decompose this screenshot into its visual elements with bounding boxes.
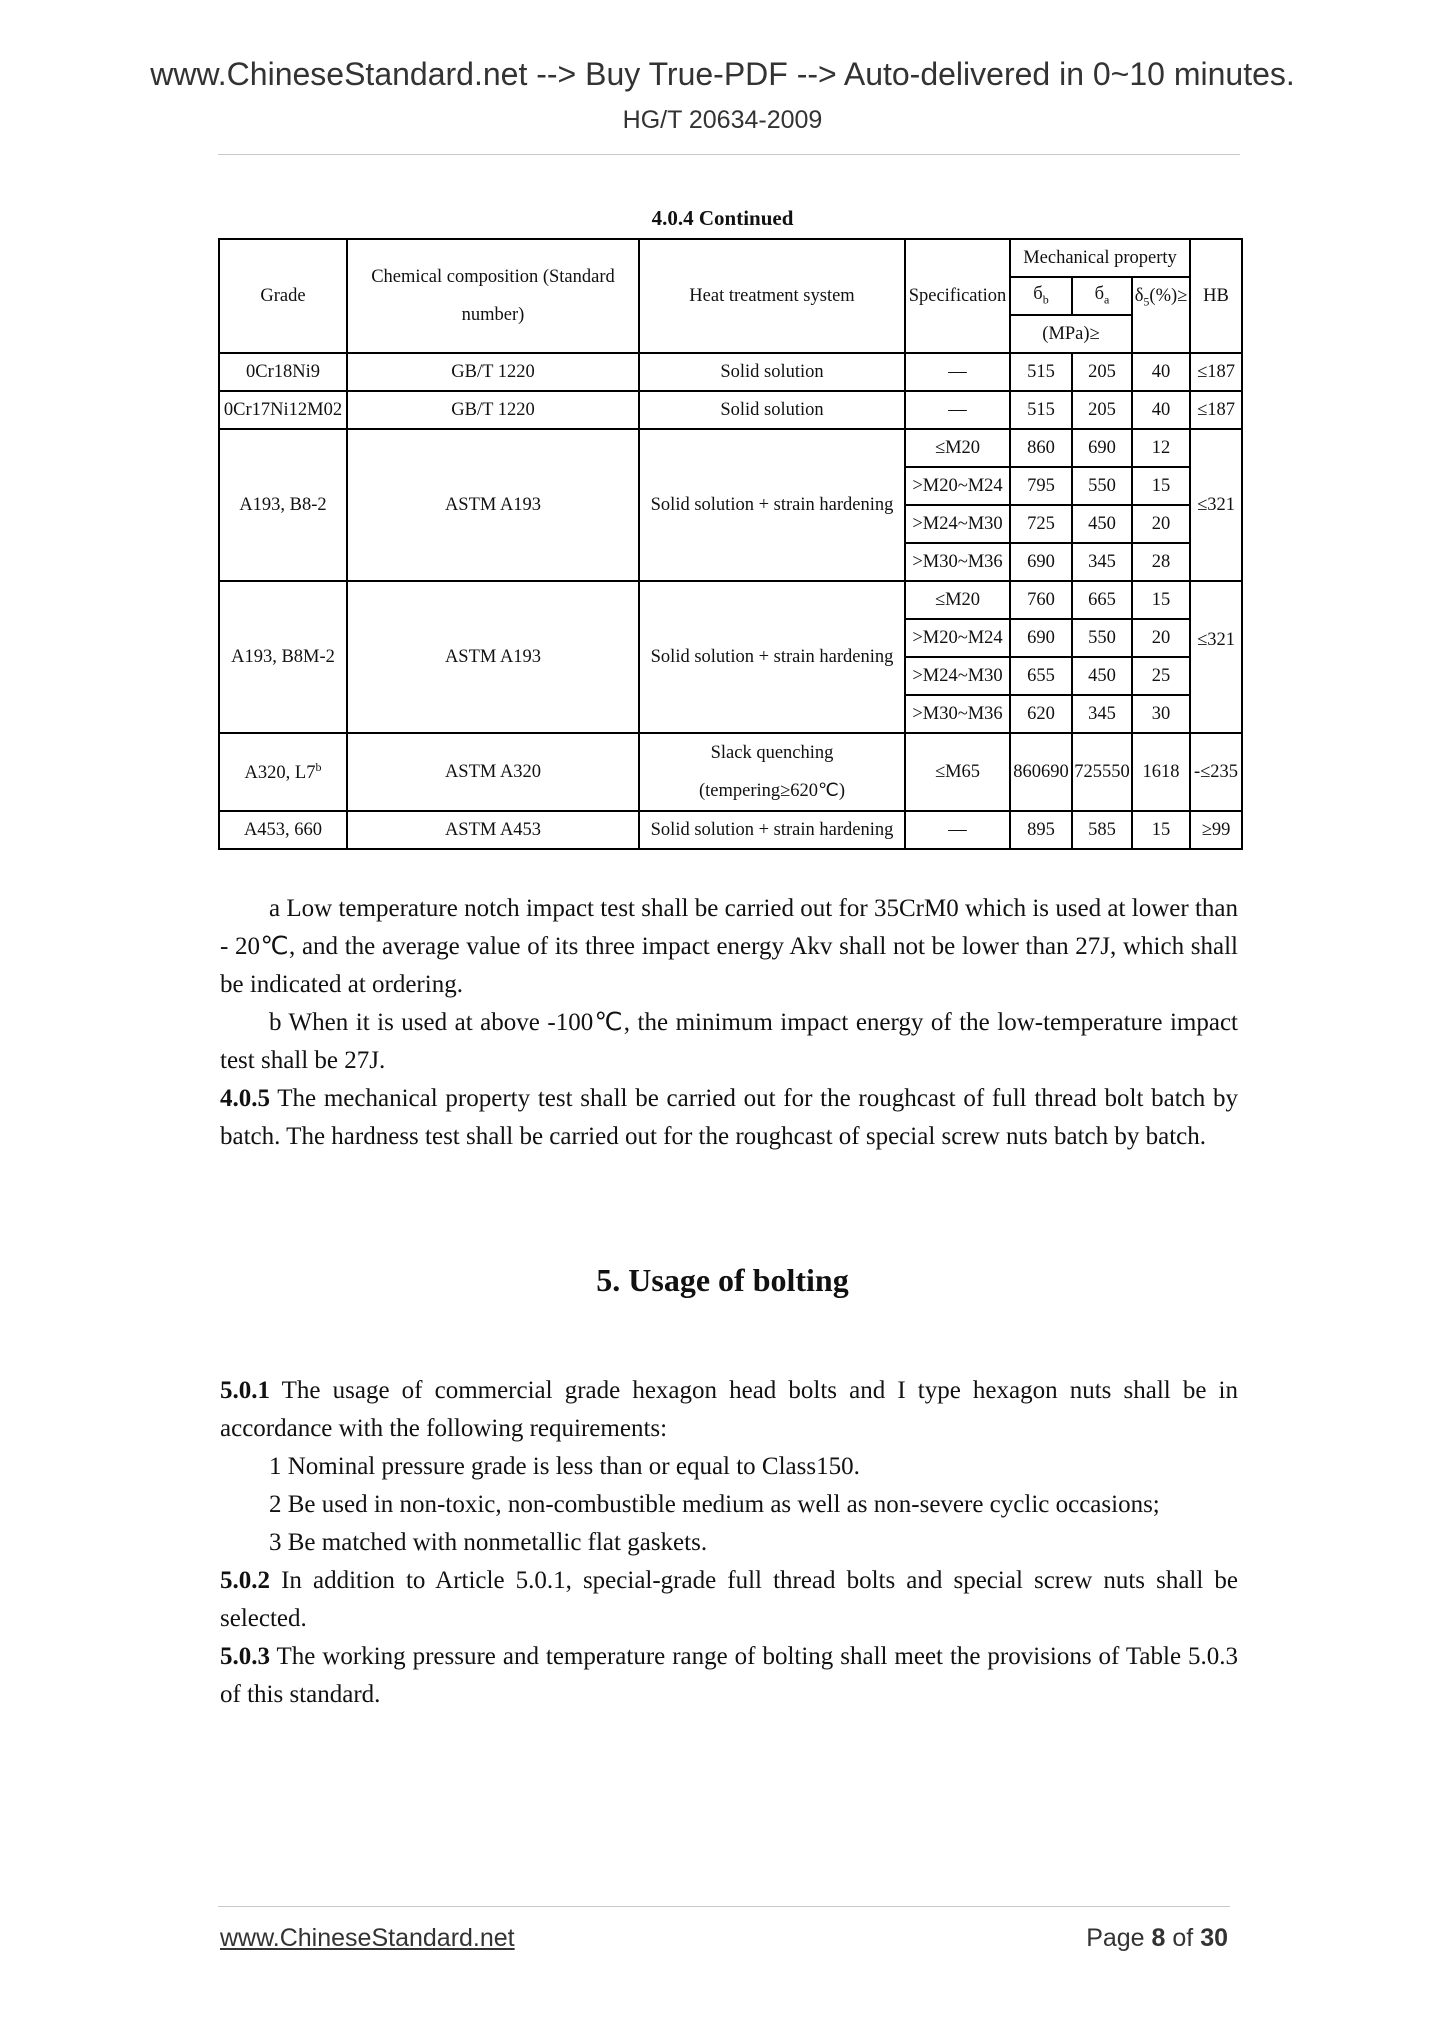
cell-chem: ASTM A193 bbox=[347, 429, 639, 581]
cell-sigma-b: 515 bbox=[1010, 391, 1072, 429]
section-title: 5. Usage of bolting bbox=[596, 1262, 849, 1298]
cell-sigma-a: 690 bbox=[1072, 429, 1132, 467]
cell-spec: >M24~M30 bbox=[905, 505, 1010, 543]
cell-sigma-b: 620 bbox=[1010, 695, 1072, 733]
cell-sigma-a: 550 bbox=[1072, 619, 1132, 657]
section-5-body bbox=[220, 1372, 1238, 1714]
header-chem-line2: number) bbox=[461, 305, 525, 325]
footnote-marker-b: b bbox=[315, 759, 322, 774]
list-item: 1 Nominal pressure grade is less than or equal to Class150. bbox=[269, 1453, 860, 1480]
clause-text: In addition to Article 5.0.1, special-grade full thread bolts and special screw nuts shall be selected. bbox=[220, 1567, 1238, 1632]
cell-sigma-a: 585 bbox=[1072, 811, 1132, 849]
clause-text: The usage of commercial grade hexagon head bolts and I type hexagon nuts shall be in accordance with the following requirements: bbox=[220, 1377, 1238, 1442]
standard-code: HG/T 20634-2009 bbox=[622, 106, 823, 134]
header-grade: Grade bbox=[219, 239, 347, 353]
header-specification: Specification bbox=[905, 239, 1010, 353]
cell-hb: ≤187 bbox=[1190, 353, 1242, 391]
clause-text: The working pressure and temperature range of bolting shall meet the provisions of Table 5.0.3 of this standard. bbox=[220, 1643, 1238, 1708]
cell-spec: >M30~M36 bbox=[905, 543, 1010, 581]
sigma-b-subscript: b bbox=[1042, 292, 1049, 307]
header-chem-line1: Chemical composition (Standard bbox=[371, 267, 615, 287]
clause-number: 5.0.2 bbox=[220, 1567, 270, 1594]
header-divider bbox=[218, 154, 1240, 155]
cell-grade: 0Cr17Ni12M02 bbox=[219, 391, 347, 429]
cell-sigma-a: 205 bbox=[1072, 353, 1132, 391]
delta-symbol: δ bbox=[1134, 286, 1144, 306]
cell-grade: A453, 660 bbox=[219, 811, 347, 849]
cell-sigma-a: 665 bbox=[1072, 581, 1132, 619]
cell-spec: — bbox=[905, 353, 1010, 391]
cell-hb: ≤321 bbox=[1190, 581, 1242, 733]
heat-line1: Slack quenching bbox=[710, 743, 834, 763]
cell-delta: 20 bbox=[1132, 619, 1190, 657]
cell-chem: GB/T 1220 bbox=[347, 353, 639, 391]
cell-sigma-a: 345 bbox=[1072, 543, 1132, 581]
sigma-a-subscript: a bbox=[1104, 292, 1110, 307]
cell-heat bbox=[639, 733, 905, 811]
cell-sigma-b: 760 bbox=[1010, 581, 1072, 619]
table-row bbox=[219, 811, 1242, 849]
cell-spec: >M20~M24 bbox=[905, 467, 1010, 505]
cell-sigma-b: 795 bbox=[1010, 467, 1072, 505]
cell-heat: Solid solution + strain hardening bbox=[639, 811, 905, 849]
cell-spec: >M30~M36 bbox=[905, 695, 1010, 733]
cell-delta: 1618 bbox=[1132, 733, 1190, 811]
sigma-b-symbol: б bbox=[1033, 284, 1043, 305]
clause-4-0-5 bbox=[220, 1080, 1238, 1156]
header-heat-treatment: Heat treatment system bbox=[639, 239, 905, 353]
cell-hb: -≤235 bbox=[1190, 733, 1242, 811]
cell-sigma-a: 450 bbox=[1072, 505, 1132, 543]
grade-text: A320, L7 bbox=[244, 763, 316, 784]
table-row bbox=[219, 391, 1242, 429]
cell-hb: ≥99 bbox=[1190, 811, 1242, 849]
header-sigma-b bbox=[1010, 277, 1072, 315]
header-chemical-composition bbox=[347, 239, 639, 353]
cell-delta: 28 bbox=[1132, 543, 1190, 581]
cell-grade: A193, B8-2 bbox=[219, 429, 347, 581]
heat-line2: (tempering≥620℃) bbox=[698, 781, 845, 801]
cell-sigma-a: 345 bbox=[1072, 695, 1132, 733]
cell-chem: ASTM A320 bbox=[347, 733, 639, 811]
cell-heat: Solid solution + strain hardening bbox=[639, 429, 905, 581]
cell-sigma-b: 895 bbox=[1010, 811, 1072, 849]
cell-delta: 20 bbox=[1132, 505, 1190, 543]
cell-sigma-a: 205 bbox=[1072, 391, 1132, 429]
cell-sigma-b: 690 bbox=[1010, 619, 1072, 657]
cell-grade: 0Cr18Ni9 bbox=[219, 353, 347, 391]
header-hb: HB bbox=[1190, 239, 1242, 353]
clause-number: 5.0.3 bbox=[220, 1643, 270, 1670]
cell-sigma-b: 515 bbox=[1010, 353, 1072, 391]
cell-sigma-b: 690 bbox=[1010, 543, 1072, 581]
list-item: 2 Be used in non-toxic, non-combustible medium as well as non-severe cyclic occasions; bbox=[269, 1491, 1160, 1518]
cell-sigma-b: 725 bbox=[1010, 505, 1072, 543]
cell-spec: ≤M65 bbox=[905, 733, 1010, 811]
clause-number: 5.0.1 bbox=[220, 1377, 270, 1404]
cell-spec: >M20~M24 bbox=[905, 619, 1010, 657]
cell-chem: GB/T 1220 bbox=[347, 391, 639, 429]
cell-heat: Solid solution + strain hardening bbox=[639, 581, 905, 733]
cell-chem: ASTM A193 bbox=[347, 581, 639, 733]
table-row bbox=[219, 429, 1242, 467]
clause-5-0-2 bbox=[220, 1562, 1238, 1638]
table-row bbox=[219, 581, 1242, 619]
table-row bbox=[219, 733, 1242, 811]
cell-delta: 15 bbox=[1132, 467, 1190, 505]
cell-hb: ≤321 bbox=[1190, 429, 1242, 581]
cell-sigma-b: 655 bbox=[1010, 657, 1072, 695]
cell-delta: 40 bbox=[1132, 391, 1190, 429]
table-row bbox=[219, 353, 1242, 391]
notes-block bbox=[220, 890, 1238, 1156]
page-of: of bbox=[1165, 1924, 1201, 1952]
page-indicator bbox=[1086, 1924, 1228, 1953]
list-item: 3 Be matched with nonmetallic flat gaskets. bbox=[269, 1529, 708, 1556]
cell-heat: Solid solution bbox=[639, 391, 905, 429]
clause-number: 4.0.5 bbox=[220, 1085, 270, 1112]
cell-heat: Solid solution bbox=[639, 353, 905, 391]
cell-delta: 12 bbox=[1132, 429, 1190, 467]
cell-grade: A193, B8M-2 bbox=[219, 581, 347, 733]
cell-sigma-b: 860690 bbox=[1010, 733, 1072, 811]
cell-sigma-a: 725550 bbox=[1072, 733, 1132, 811]
mechanical-property-table bbox=[218, 238, 1243, 850]
note-a: a Low temperature notch impact test shall be carried out for 35CrM0 which is used at lower than - 20℃, and the average value of its three impact energy Akv shall not be lower than 27J, which shall be indicated at ordering. bbox=[220, 895, 1238, 998]
cell-delta: 40 bbox=[1132, 353, 1190, 391]
clause-text: The mechanical property test shall be carried out for the roughcast of full thread bolt batch by batch. The hardness test shall be carried out for the roughcast of special screw nuts batch by batch. bbox=[220, 1085, 1238, 1150]
cell-grade bbox=[219, 733, 347, 811]
footer-divider bbox=[218, 1906, 1230, 1907]
page-number: 8 bbox=[1151, 1924, 1166, 1952]
cell-sigma-a: 450 bbox=[1072, 657, 1132, 695]
cell-delta: 30 bbox=[1132, 695, 1190, 733]
note-b: b When it is used at above -100℃, the minimum impact energy of the low-temperature impact test shall be 27J. bbox=[220, 1009, 1238, 1074]
cell-delta: 25 bbox=[1132, 657, 1190, 695]
cell-chem: ASTM A453 bbox=[347, 811, 639, 849]
header-delta bbox=[1132, 277, 1190, 353]
cell-spec: — bbox=[905, 391, 1010, 429]
cell-delta: 15 bbox=[1132, 811, 1190, 849]
cell-spec: ≤M20 bbox=[905, 581, 1010, 619]
cell-spec: ≤M20 bbox=[905, 429, 1010, 467]
page-total: 30 bbox=[1200, 1924, 1228, 1952]
page-prefix: Page bbox=[1086, 1924, 1152, 1952]
delta-subscript: 5 bbox=[1143, 294, 1150, 309]
header-sigma-a bbox=[1072, 277, 1132, 315]
table-caption: 4.0.4 Continued bbox=[651, 206, 794, 230]
cell-sigma-b: 860 bbox=[1010, 429, 1072, 467]
cell-sigma-a: 550 bbox=[1072, 467, 1132, 505]
delta-suffix: (%)≥ bbox=[1149, 286, 1188, 306]
cell-delta: 15 bbox=[1132, 581, 1190, 619]
cell-spec: >M24~M30 bbox=[905, 657, 1010, 695]
cell-hb: ≤187 bbox=[1190, 391, 1242, 429]
header-mpa: (MPa)≥ bbox=[1010, 315, 1132, 353]
cell-spec: — bbox=[905, 811, 1010, 849]
clause-5-0-1 bbox=[220, 1372, 1238, 1448]
clause-5-0-3 bbox=[220, 1638, 1238, 1714]
footer-site-link[interactable]: www.ChineseStandard.net bbox=[220, 1924, 515, 1952]
sigma-a-symbol: б bbox=[1094, 284, 1105, 305]
header-mechanical-property: Mechanical property bbox=[1010, 239, 1190, 277]
header-banner[interactable]: www.ChineseStandard.net --> Buy True-PDF --> Auto-delivered in 0~10 minutes. bbox=[150, 56, 1295, 92]
